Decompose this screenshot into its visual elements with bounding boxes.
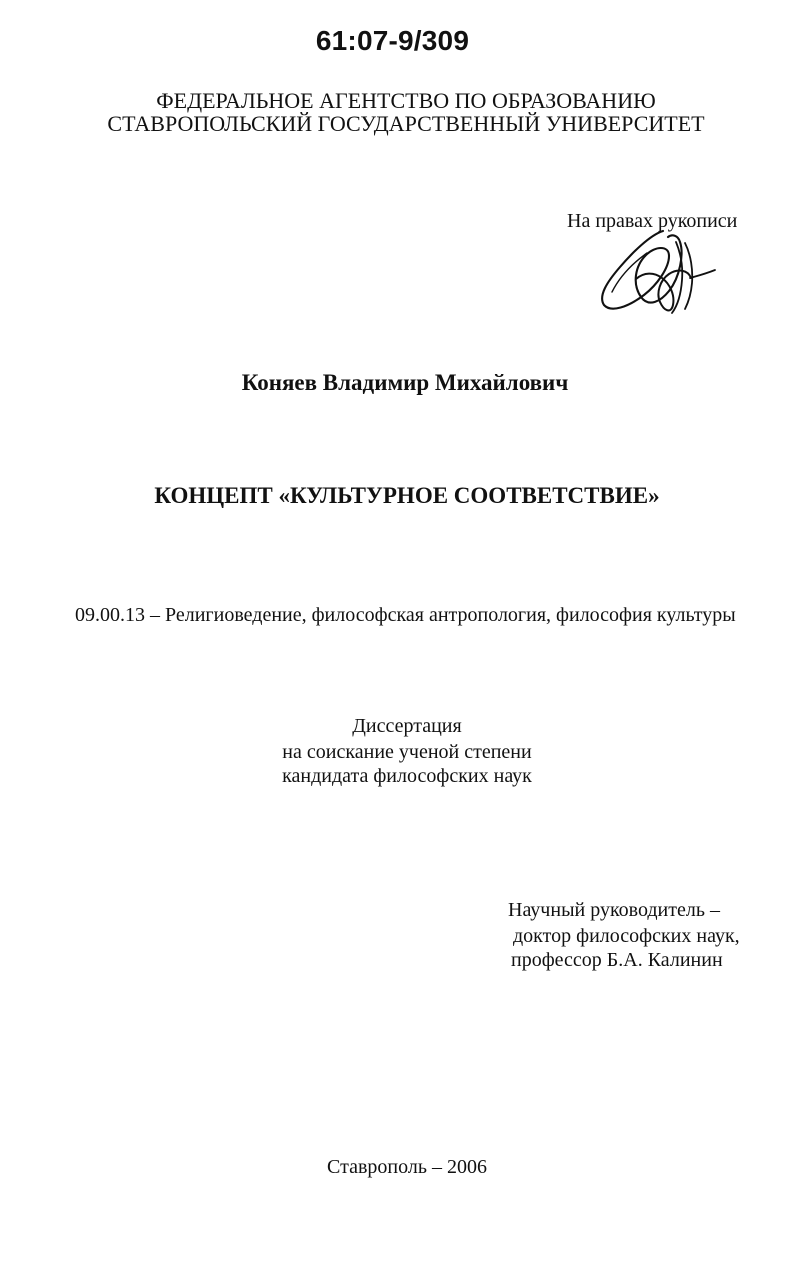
- place-and-year: Ставрополь – 2006: [327, 1156, 487, 1178]
- university-name: СТАВРОПОЛЬСКИЙ ГОСУДАРСТВЕННЫЙ УНИВЕРСИТЕТ: [107, 111, 705, 136]
- dissertation-title: КОНЦЕПТ «КУЛЬТУРНОЕ СООТВЕТСТВИЕ»: [154, 483, 660, 508]
- supervisor-label: Научный руководитель –: [508, 899, 720, 921]
- supervisor-name: профессор Б.А. Калинин: [511, 949, 723, 971]
- agency-name: ФЕДЕРАЛЬНОЕ АГЕНТСТВО ПО ОБРАЗОВАНИЮ: [156, 88, 656, 113]
- archive-code: 61:07-9/309: [315, 25, 470, 56]
- manuscript-rights-note: На правах рукописи: [567, 210, 738, 232]
- degree-name: кандидата философских наук: [282, 765, 532, 787]
- degree-purpose: на соискание ученой степени: [282, 741, 532, 763]
- supervisor-degree: доктор философских наук,: [513, 925, 740, 947]
- specialty-code: 09.00.13 – Религиоведение, философская антропология, философия культуры: [75, 604, 736, 626]
- dissertation-type: Диссертация: [352, 715, 462, 737]
- handwritten-signature: [594, 225, 719, 315]
- author-name: Коняев Владимир Михайлович: [241, 370, 569, 395]
